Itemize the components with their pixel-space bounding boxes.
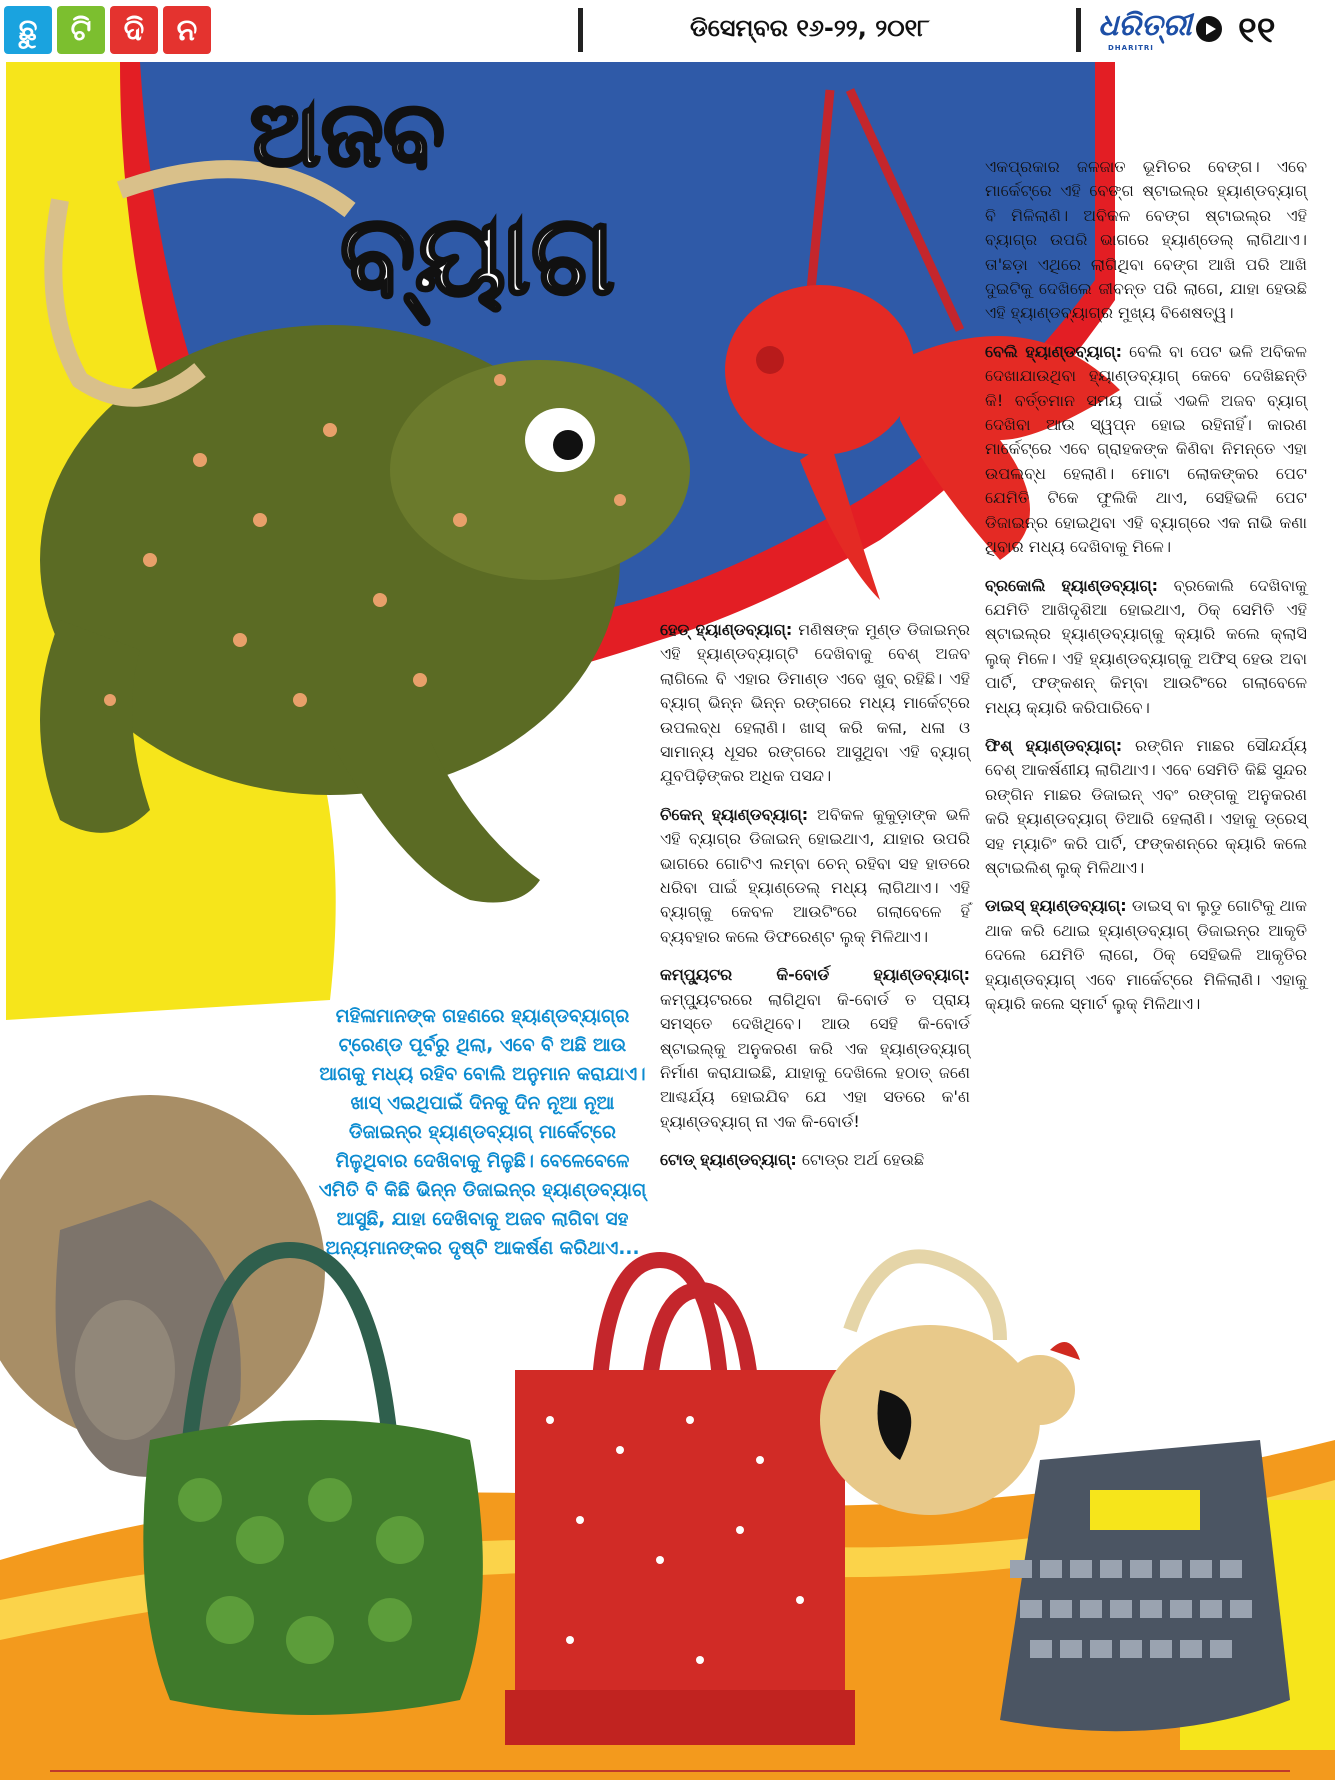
headline-line2: ବ୍ୟାଗ <box>340 191 616 319</box>
paragraph-body: କମ୍ପ୍ୟୁଟରରେ ଲାଗିଥିବା କି-ବୋର୍ଡ ତ ପ୍ରାୟ ସମସ୍ତେ ଦେଖିଥିବେ। ଆଉ ସେହି କି-ବୋର୍ଡ ଷ୍ଟାଇଲ୍‌କୁ ଅନୁକରଣ କରି ଏକ ହ୍ୟାଣ୍ଡବ୍ୟାଗ୍ ନିର୍ମାଣ କରାଯାଇଛି, ଯାହାକୁ ଦେଖିଲେ ହଠାତ୍ ଜଣେ ଆଶ୍ଚର୍ଯ୍ୟ ହୋଇଯିବ ଯେ ଏହା ସତରେ କ'ଣ ହ୍ୟାଣ୍ଡବ୍ୟାଗ୍ ନା ଏକ କି-ବୋର୍ଡ! <box>660 989 970 1131</box>
paragraph-heading: ବ୍ରକୋଲି ହ୍ୟାଣ୍ଡବ୍ୟାଗ୍: <box>985 575 1159 595</box>
paragraph-body: ଟୋଡ୍‌ର ଅର୍ଥ ହେଉଛି <box>801 1150 925 1170</box>
article-paragraph <box>985 574 1307 720</box>
paragraph-heading: ବେଲି ହ୍ୟାଣ୍ଡବ୍ୟାଗ୍: <box>985 341 1122 361</box>
keyboard-bag-photo <box>1000 1440 1290 1731</box>
intro-blurb: ମହିଳାମାନଙ୍କ ଗହଣରେ ହ୍ୟାଣ୍ଡବ୍ୟାଗ୍‌ର ଟ୍ରେଣ୍ଡ ପୂର୍ବରୁ ଥିଲା, ଏବେ ବି ଅଛି ଆଉ ଆଗକୁ ମଧ୍ୟ ରହିବ ବୋଲି ଅନୁମାନ କରାଯାଏ। ଖାସ୍ ଏଇଥିପାଇଁ ଦିନକୁ ଦିନ ନୂଆ ନୂଆ ଡିଜାଇନ୍‌ର ହ୍ୟାଣ୍ଡବ୍ୟାଗ୍ ମାର୍କେଟ୍‌ରେ ମିଳୁଥିବାର ଦେଖିବାକୁ ମିଳୁଛି। ବେଳେବେଳେ ଏମିତି ବି କିଛି ଭିନ୍ନ ଡିଜାଇନ୍‌ର ହ୍ୟାଣ୍ଡବ୍ୟାଗ୍ ଆସୁଛି, ଯାହା ଦେଖିବାକୁ ଅଜବ ଲାଗିବା ସହ ଅନ୍ୟମାନଙ୍କର ଦୃଷ୍ଟି ଆକର୍ଷଣ କରିଥାଏ... <box>318 1006 647 1259</box>
bottom-rule <box>50 1770 1290 1772</box>
article-paragraph <box>660 1148 970 1172</box>
section-letter: ଛୁ <box>4 6 52 54</box>
article-paragraph <box>985 155 1307 326</box>
paragraph-heading: ଡାଇସ୍ ହ୍ୟାଣ୍ଡବ୍ୟାଗ୍: <box>985 896 1127 916</box>
paragraph-heading: ଫିଶ୍ ହ୍ୟାଣ୍ଡବ୍ୟାଗ୍: <box>985 735 1123 755</box>
paragraph-heading: ଚିକେନ୍ ହ୍ୟାଣ୍ଡବ୍ୟାଗ୍: <box>660 804 809 824</box>
paragraph-heading: ଟୋଡ୍ ହ୍ୟାଣ୍ଡବ୍ୟାଗ୍: <box>660 1150 797 1170</box>
paragraph-body: ମଣିଷଙ୍କ ମୁଣ୍ଡ ଡିଜାଇନ୍‌ର ଏହି ହ୍ୟାଣ୍ଡବ୍ୟାଗ୍‌ଟି ଦେଖିବାକୁ ବେଶ୍ ଅଜବ ଲାଗିଲେ ବି ଏହାର ଡିମାଣ୍ଡ ଏବେ ଖୁବ୍ ରହିଛି। ଏହି ବ୍ୟାଗ୍ ଭିନ୍ନ ଭିନ୍ନ ରଙ୍ଗରେ ମଧ୍ୟ ମାର୍କେଟ୍‌ରେ ଉପଲବ୍ଧ ହେଲାଣି। ଖାସ୍ କରି କଳା, ଧଳା ଓ ସାମାନ୍ୟ ଧୂସର ରଙ୍ଗରେ ଆସୁଥିବା ଏହି ବ୍ୟାଗ୍ ଯୁବପିଢ଼ିଙ୍କର ଅଧିକ ପସନ୍ଦ। <box>660 620 970 786</box>
newspaper-logo: ଧରିତ୍ରୀ <box>1098 8 1192 43</box>
issue-date: ଡିସେମ୍ବର ୧୬-୨୨, ୨୦୧୮ <box>690 14 930 42</box>
divider <box>578 8 583 52</box>
paragraph-body: ବେଲି ବା ପେଟ ଭଳି ଅବିକଳ ଦେଖାଯାଉଥିବା ହ୍ୟାଣ୍ଡବ୍ୟାଗ୍ କେବେ ଦେଖିଛନ୍ତି କି! ବର୍ତ୍ତମାନ ସମୟ ପାଇଁ ଏଭଳି ଅଜବ ବ୍ୟାଗ୍ ଦେଖିବା ଆଉ ସ୍ୱପ୍ନ ହୋଇ ରହିନାହିଁ। କାରଣ ମାର୍କେଟ୍‌ରେ ଏବେ ଗ୍ରାହକଙ୍କ କିଣିବା ନିମନ୍ତେ ଏହା ଉପଲବ୍ଧ ହେଲାଣି। ମୋଟା ଲୋକଙ୍କର ପେଟ ଯେମିତି ଟିକେ ଫୁଲିକି ଥାଏ, ସେହିଭଳି ପେଟ ଡିଜାଇନ୍‌ର ହୋଇଥିବା ଏହି ବ୍ୟାଗ୍‌ରେ ଏକ ନାଭି କଣା ଥିବାର ମଧ୍ୟ ଦେଖିବାକୁ ମିଳେ। <box>985 341 1307 557</box>
section-letter: ନ <box>163 6 211 54</box>
paragraph-body: ଏକପ୍ରକାର ଜଳଜାତ ଭୂମିଚର ବେଙ୍ଗ। ଏବେ ମାର୍କେଟ୍‌ରେ ଏହି ବେଙ୍ଗ ଷ୍ଟାଇଲ୍‌ର ହ୍ୟାଣ୍ଡବ୍ୟାଗ୍ ବି ମିଳିଲାଣି। ଅବିକଳ ବେଙ୍ଗ ଷ୍ଟାଇଲ୍‌ର ଏହି ବ୍ୟାଗ୍‌ର ଉପରି ଭାଗରେ ହ୍ୟାଣ୍ଡେଲ୍ ଲାଗିଥାଏ। ତା'ଛଡ଼ା ଏଥିରେ ଲାଗିଥିବା ବେଙ୍ଗ ଆଖି ପରି ଆଖି ଦୁଇଟିକୁ ଦେଖିଲେ ଜୀବନ୍ତ ପରି ଲାଗେ, ଯାହା ହେଉଛି ଏହି ହ୍ୟାଣ୍ଡବ୍ୟାଗ୍‌ର ମୁଖ୍ୟ ବିଶେଷତ୍ୱ। <box>985 157 1307 323</box>
section-title <box>4 6 211 54</box>
article-paragraph <box>660 618 970 789</box>
divider <box>1076 8 1081 52</box>
play-arrow-icon <box>1196 16 1222 42</box>
paragraph-body: ଡାଇସ୍ ବା ଲୁଡୁ ଗୋଟିକୁ ଥାକ ଥାକ କରି ଥୋଇ ହ୍ୟାଣ୍ଡବ୍ୟାଗ୍ ଡିଜାଇନ୍‌ର ଆକୃତି ଦେଲେ ଯେମିତି ଲାଗେ, ଠିକ୍ ସେହିଭଳି ଆକୃତିର ହ୍ୟାଣ୍ଡବ୍ୟାଗ୍ ଏବେ ମାର୍କେଟ୍‌ରେ ମିଳିଲାଣି। ଏହାକୁ କ୍ୟାରି କଲେ ସ୍ମାର୍ଟ ଲୁକ୍ ମିଳିଥାଏ। <box>985 896 1307 1013</box>
article-paragraph <box>985 340 1307 560</box>
article-paragraph <box>660 963 970 1134</box>
article-paragraph <box>985 734 1307 880</box>
article-middle-column <box>660 618 970 1173</box>
article-right-column <box>985 155 1307 1016</box>
article-paragraph <box>985 894 1307 1016</box>
paragraph-body: ବ୍ରକୋଲି ଦେଖିବାକୁ ଯେମିତି ଆଖିଦୃଶିଆ ହୋଇଥାଏ, ଠିକ୍ ସେମିତି ଏହି ଷ୍ଟାଇଲ୍‌ର ହ୍ୟାଣ୍ଡବ୍ୟାଗ୍‌କୁ କ୍ୟାରି କଲେ କ୍ଲାସି ଲୁକ୍ ମିଳେ। ଏହି ହ୍ୟାଣ୍ଡବ୍ୟାଗ୍‌କୁ ଅଫିସ୍ ହେଉ ଅବା ପାର୍ଟି, ଫଙ୍କଶନ୍ କିମ୍ବା ଆଉଟିଂରେ ଗଲାବେଳେ ମଧ୍ୟ କ୍ୟାରି କରିପାରିବେ। <box>985 575 1307 717</box>
headline-line1: ଅଜବ <box>250 82 445 187</box>
paragraph-heading: ହେଡ୍ ହ୍ୟାଣ୍ଡବ୍ୟାଗ୍: <box>660 620 793 639</box>
page-number: ୧୧ <box>1238 10 1276 51</box>
paragraph-body: ରଙ୍ଗିନ ମାଛର ସୌନ୍ଦର୍ଯ୍ୟ ବେଶ୍ ଆକର୍ଷଣୀୟ ଲାଗିଥାଏ। ଏବେ ସେମିତି କିଛି ସୁନ୍ଦର ରଙ୍ଗିନ ମାଛର ଡିଜାଇନ୍ ଏବଂ ରଙ୍ଗକୁ ଅନୁକରଣ କରି ହ୍ୟାଣ୍ଡବ୍ୟାଗ୍ ତିଆରି ହେଲାଣି। ଏହାକୁ ଡ୍ରେସ୍ ସହ ମ୍ୟାଚିଂ କରି ପାର୍ଟି, ଫଙ୍କଶନ୍‌ରେ କ୍ୟାରି କଲେ ଷ୍ଟାଇଲିଶ୍ ଲୁକ୍ ମିଳିଥାଏ। <box>985 735 1307 877</box>
section-letter: ଟି <box>57 6 105 54</box>
article-paragraph <box>660 803 970 949</box>
newspaper-logo-sub: DHARITRI <box>1108 44 1154 52</box>
paragraph-body: ଅବିକଳ କୁକୁଡ଼ାଙ୍କ ଭଳି ଏହି ବ୍ୟାଗ୍‌ର ଡିଜାଇନ୍ ହୋଇଥାଏ, ଯାହାର ଉପରି ଭାଗରେ ଗୋଟିଏ ଲମ୍ବା ଚେନ୍ ରହିବା ସହ ହାତରେ ଧରିବା ପାଇଁ ହ୍ୟାଣ୍ଡେଲ୍ ମଧ୍ୟ ଲାଗିଥାଏ। ଏହି ବ୍ୟାଗ୍‌କୁ କେବଳ ଆଉଟିଂରେ ଗଲାବେଳେ ହିଁ ବ୍ୟବହାର କଲେ ଡିଫରେଣ୍ଟ ଲୁକ୍ ମିଳିଥାଏ। <box>660 804 970 946</box>
section-letter: ଦି <box>110 6 158 54</box>
paragraph-heading: କମ୍ପ୍ୟୁଟର କି-ବୋର୍ଡ ହ୍ୟାଣ୍ଡବ୍ୟାଗ୍: <box>660 965 970 985</box>
masthead <box>0 0 1335 62</box>
